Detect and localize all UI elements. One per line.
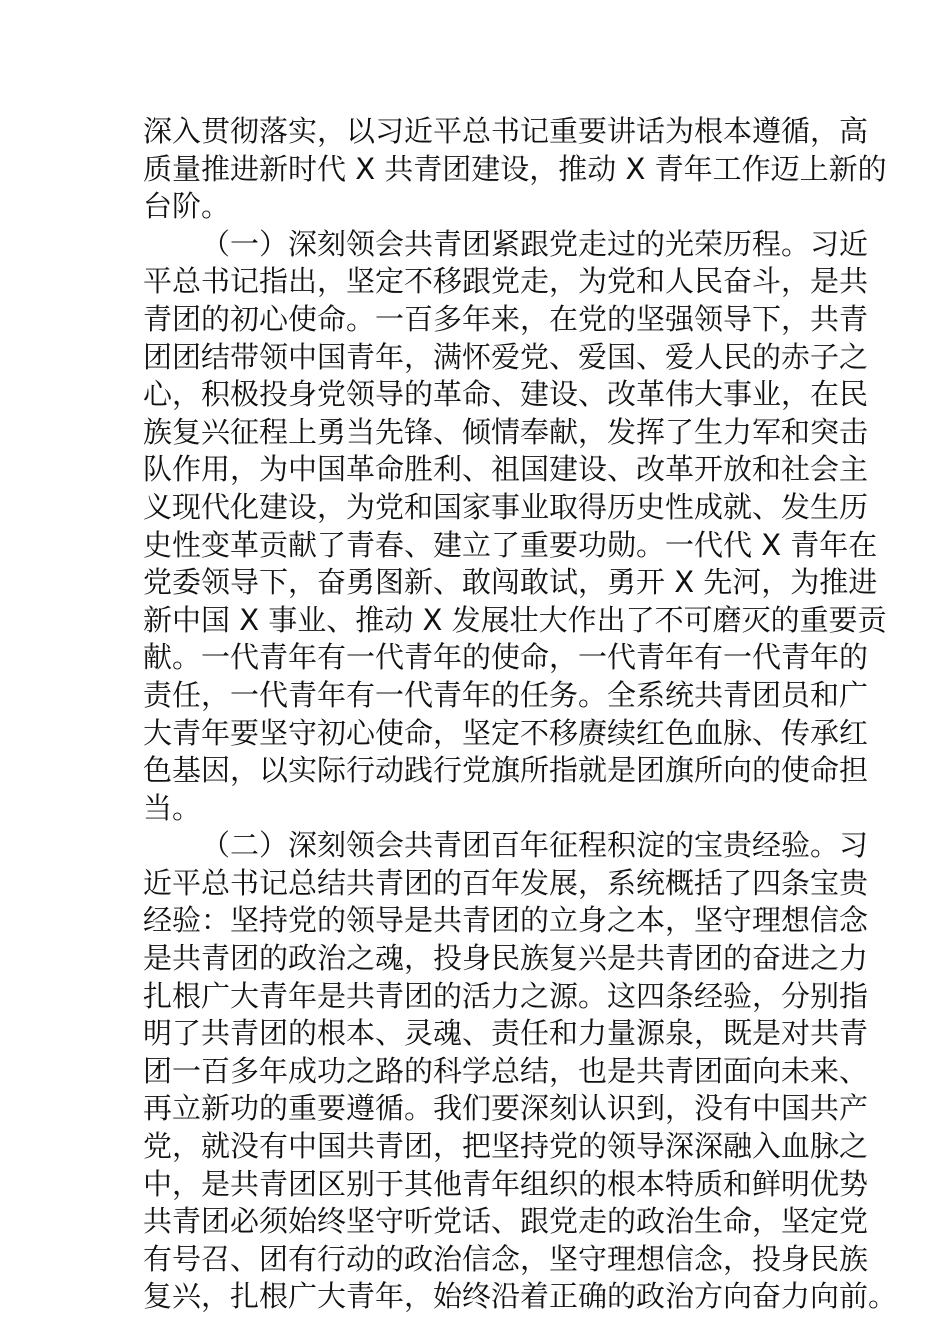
text-line: 心，积极投身党领导的革命、建设、改革伟大事业，在民 [143,377,869,412]
text-line: 大青年要坚守初心使命，坚定不移赓续红色血脉、传承红 [143,715,869,750]
text-line: 当。 [143,790,202,825]
text-line: 再立新功的重要遵循。我们要深刻认识到，没有中国共产 [143,1091,869,1126]
text-line: 中，是共青团区别于其他青年组织的根本特质和鲜明优势 [143,1166,869,1201]
text-line: 色基因，以实际行动践行党旗所指就是团旗所向的使命担 [143,753,869,788]
document-body [143,113,898,1316]
text-line: 义现代化建设，为党和国家事业取得历史性成就、发生历 [143,489,869,524]
text-line: 团团结带领中国青年，满怀爱党、爱国、爱人民的赤子之 [143,339,869,374]
text-line: 队作用，为中国革命胜利、祖国建设、改革开放和社会主 [143,452,869,487]
section-two-heading-line: （二）深刻领会共青团百年征程积淀的宝贵经验。习 [201,828,869,863]
text-line: 台阶。 [143,189,231,224]
text-line: 史性变革贡献了青春、建立了重要功勋。一代代 X 青年在 [143,527,878,562]
section-one-heading-line: （一）深刻领会共青团紧跟党走过的光荣历程。习近 [201,226,869,261]
text-line: 青团的初心使命。一百多年来，在党的坚强领导下，共青 [143,301,869,336]
text-line: 明了共青团的根本、灵魂、责任和力量源泉，既是对共青 [143,1016,869,1051]
text-line: 献。一代青年有一代青年的使命，一代青年有一代青年的 [143,640,869,675]
text-line: 复兴，扎根广大青年，始终沿着正确的政治方向奋力向前。 [143,1279,898,1314]
text-line: 新中国 X 事业、推动 X 发展壮大作出了不可磨灭的重要贡 [143,602,887,637]
text-line: 责任，一代青年有一代青年的任务。全系统共青团员和广 [143,677,869,712]
text-line: 近平总书记总结共青团的百年发展，系统概括了四条宝贵 [143,865,869,900]
text-line: 平总书记指出，坚定不移跟党走，为党和人民奋斗，是共 [143,264,869,299]
text-line: 党，就没有中国共青团，把坚持党的领导深深融入血脉之 [143,1129,869,1164]
text-line: 团一百多年成功之路的科学总结，也是共青团面向未来、 [143,1053,869,1088]
text-line: 共青团必须始终坚守听党话、跟党走的政治生命，坚定党 [143,1204,869,1239]
text-line: 党委领导下，奋勇图新、敢闯敢试，勇开 X 先河，为推进 [143,565,878,600]
text-line: 深入贯彻落实，以习近平总书记重要讲话为根本遵循，高 [143,114,869,148]
text-line: 经验：坚持党的领导是共青团的立身之本，坚守理想信念 [143,903,869,938]
text-line: 族复兴征程上勇当先锋、倾情奉献，发挥了生力军和突击 [143,414,869,449]
text-line: 扎根广大青年是共青团的活力之源。这四条经验，分别指 [143,978,869,1013]
text-line: 是共青团的政治之魂，投身民族复兴是共青团的奋进之力 [143,941,869,976]
text-line: 有号召、团有行动的政治信念，坚守理想信念，投身民族 [143,1241,869,1276]
text-line: 质量推进新时代 X 共青团建设，推动 X 青年工作迈上新的 [143,151,887,186]
